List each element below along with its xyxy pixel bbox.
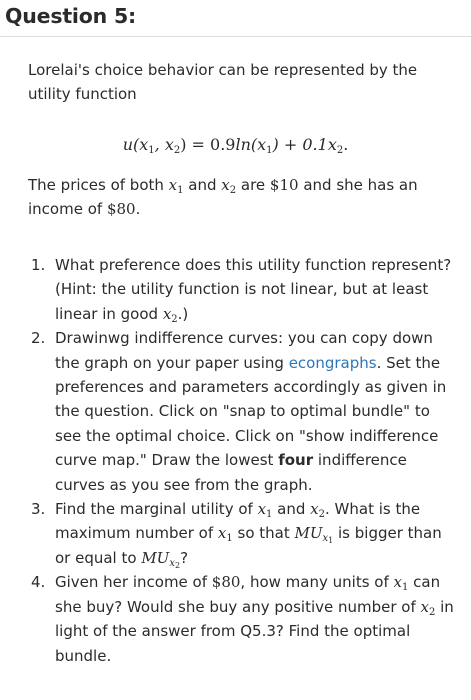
prices-x2: x bbox=[221, 176, 230, 194]
prices-text-3: and she has an bbox=[298, 176, 418, 194]
eq-sub2: 2 bbox=[173, 145, 181, 156]
item-4-x1-sub: 1 bbox=[401, 582, 409, 594]
item-number: 2. bbox=[31, 329, 46, 348]
list-item bbox=[28, 570, 458, 668]
list-item bbox=[28, 497, 458, 570]
item-3-text-d: is bigger than or equal to bbox=[55, 524, 442, 567]
item-3-x3-sub: 1 bbox=[226, 533, 233, 545]
item-3-mu1: MU bbox=[294, 524, 323, 543]
eq-paren: (x bbox=[250, 135, 267, 154]
item-3-x3: x bbox=[217, 524, 227, 543]
income-label: income of bbox=[28, 200, 107, 218]
item-number: 3. bbox=[31, 500, 46, 519]
income-value: $80 bbox=[106, 200, 136, 218]
item-3-text-b: . What is the maximum number of bbox=[55, 500, 421, 543]
item-3-text-c: so that bbox=[232, 524, 295, 543]
item-4-x2-sub: 2 bbox=[429, 606, 436, 618]
item-3-mu1-sub bbox=[323, 533, 334, 544]
item-2-text: Drawinwg indifference curves: you can copy down the graph on your paper using bbox=[55, 329, 433, 372]
eq-comma: , x bbox=[154, 135, 174, 154]
item-3-mu2-x: x bbox=[169, 557, 175, 569]
title-divider bbox=[0, 36, 471, 37]
item-1-x-sub: 2 bbox=[171, 313, 178, 325]
eq-sub4: 2 bbox=[336, 145, 344, 156]
item-number: 4. bbox=[31, 573, 46, 592]
item-3-x2-sub: 2 bbox=[318, 509, 326, 521]
item-4-x1: x bbox=[393, 573, 402, 592]
prices-line-1 bbox=[28, 173, 458, 197]
item-3-x2: x bbox=[310, 500, 319, 519]
item-1-x: x bbox=[162, 304, 172, 323]
list-item bbox=[28, 253, 458, 326]
item-2-bold: four bbox=[278, 451, 314, 470]
item-4-text-d: in light of the answer from Q5.3? Find the optimal bundle. bbox=[55, 597, 454, 665]
item-1-end: .) bbox=[177, 304, 189, 323]
econgraphs-link[interactable]: econgraphs bbox=[288, 353, 377, 372]
question-list bbox=[28, 253, 458, 668]
intro-paragraph bbox=[28, 58, 458, 106]
prices-and: and bbox=[183, 176, 222, 194]
item-3-end: ? bbox=[180, 548, 189, 567]
item-3-mu1-s: 1 bbox=[328, 536, 334, 546]
prices-text-1: The prices of both bbox=[28, 176, 169, 194]
prices-line-2 bbox=[28, 197, 458, 221]
item-1-text: What preference does this utility function represent? (Hint: the utility function is not linear, but at least linear in good bbox=[55, 256, 452, 323]
item-3-mu2-sub bbox=[169, 558, 180, 569]
income-period: . bbox=[135, 200, 141, 218]
item-4-text-b: , how many units of bbox=[240, 573, 394, 592]
intro-line-2: utility function bbox=[28, 85, 137, 103]
prices-paragraph bbox=[28, 173, 458, 221]
item-4-text-c: can she buy? Would she buy any positive number of bbox=[55, 573, 441, 616]
item-3-text: Find the marginal utility of bbox=[55, 500, 258, 519]
item-4-text: Given her income of bbox=[55, 573, 212, 592]
item-3-and: and bbox=[272, 500, 311, 519]
eq-ln: ln bbox=[235, 135, 251, 154]
prices-x1-sub: 1 bbox=[177, 185, 184, 196]
price-value: $10 bbox=[269, 176, 299, 194]
item-2-text-b: . Set the preferences and parameters accordingly as given in the question. Click on "snap to optimal bundle" to see the optimal choice. Click on "show indifference curve map." Draw the lowest bbox=[55, 353, 447, 470]
prices-text-2: are bbox=[236, 176, 270, 194]
item-2-text-c: indifference curves as you see from the graph. bbox=[55, 451, 407, 494]
prices-x2-sub: 2 bbox=[229, 185, 237, 196]
eq-sub1: 1 bbox=[148, 145, 155, 156]
item-3-x1-sub: 1 bbox=[266, 509, 273, 521]
utility-equation bbox=[0, 135, 471, 154]
eq-end: . bbox=[343, 135, 349, 154]
item-3-mu2-s: 2 bbox=[174, 560, 181, 570]
item-4-x2: x bbox=[420, 597, 429, 616]
eq-lhs: u(x bbox=[122, 135, 149, 154]
item-3-mu1-x: x bbox=[322, 533, 329, 545]
eq-mid: ) = 0.9 bbox=[180, 135, 236, 154]
prices-x1: x bbox=[168, 176, 178, 194]
question-title: Question 5: bbox=[5, 4, 137, 28]
eq-sub3: 1 bbox=[266, 145, 273, 156]
list-item bbox=[28, 326, 458, 497]
intro-line-1: Lorelai's choice behavior can be represented by the bbox=[28, 61, 418, 79]
item-3-mu2: MU bbox=[141, 548, 170, 567]
item-3-x1: x bbox=[257, 500, 267, 519]
item-4-income: $80 bbox=[211, 573, 241, 592]
item-number: 1. bbox=[31, 256, 46, 274]
eq-plus: ) + 0.1x bbox=[272, 135, 337, 154]
